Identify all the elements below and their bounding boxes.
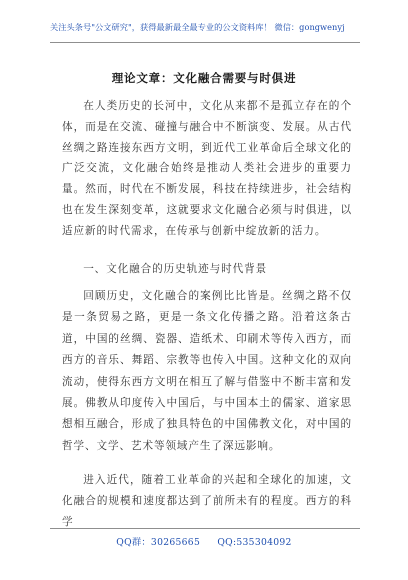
- footer-contact: [0, 534, 408, 548]
- header-promo-note: 关注头条号"公文研究"，获得最新最全最专业的公文资料库！ 微信：gongwenyj: [50, 22, 345, 32]
- history-paragraph: 回顾历史，文化融合的案例比比皆是。丝绸之路不仅是一条贸易之路，更是一条文化传播之路。沿着这条古道，中国的丝绸、瓷器、造纸术、印刷术等传入西方，而西方的音乐、舞蹈、宗教等也传入中国。这种文化的双向流动，使得东西方文明在相互了解与借鉴中不断丰富和发展。佛教从印度传入中国后，与中国本土的儒家、道家思想相互融合，形成了独具特色的中国佛教文化，对中国的哲学、文学、艺术等领域产生了深远影响。: [62, 290, 352, 452]
- section-heading-1: 一、文化融合的历史轨迹与时代背景: [83, 263, 268, 275]
- footer-divider: [50, 528, 360, 529]
- footer-qq-group: QQ群：30265665: [116, 537, 201, 548]
- header-divider: [50, 42, 360, 43]
- intro-paragraph: 在人类历史的长河中，文化从来都不是孤立存在的个体，而是在交流、碰撞与融合中不断演变、发展。从古代丝绸之路连接东西方文明，到近代工业革命后全球文化的广泛交流，文化融合始终是推动人类社会进步的重要力量。然而，时代在不断发展，科技在持续进步，社会结构也在发生深刻变革，这就要求文化融合必须与时俱进，以适应新的时代需求，在传承与创新中绽放新的活力。: [62, 100, 352, 237]
- document-title: 理论文章：文化融合需要与时俱进: [111, 71, 297, 85]
- modern-era-paragraph: 进入近代，随着工业革命的兴起和全球化的加速，文化融合的规模和速度都达到了前所未有的程度。西方的科学: [62, 474, 352, 528]
- footer-qq: QQ:535304092: [217, 537, 292, 548]
